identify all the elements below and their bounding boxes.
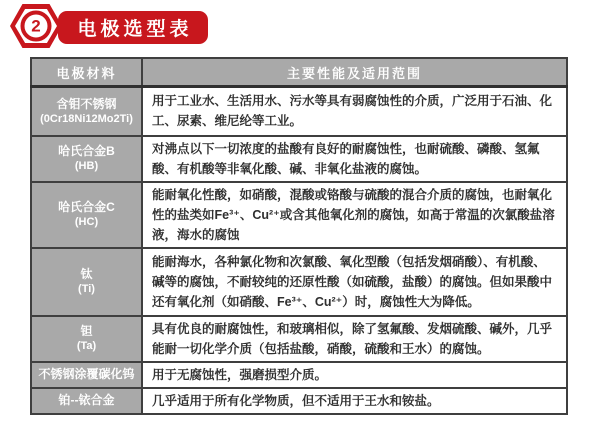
section-title: 电极选型表: [77, 19, 193, 40]
section-number-badge: [10, 4, 62, 48]
badge-number: 2: [21, 11, 52, 42]
material-code: (0Cr18Ni12Mo2Ti): [40, 112, 133, 125]
table-header-row: [31, 58, 567, 87]
table-row: [31, 362, 567, 388]
material-cell: [31, 316, 142, 362]
table-row: [31, 248, 567, 316]
material-name: 哈氏合金B: [58, 143, 115, 158]
material-cell: [31, 87, 142, 136]
description-cell: 能耐氧化性酸，如硝酸，混酸或铬酸与硫酸的混合介质的腐蚀，也耐氧化性的盐类如Fe³⁺、Cu²⁺或含其他氧化剂的腐蚀，如高于常温的次氯酸盐溶液，海水的腐蚀: [142, 182, 567, 248]
description-cell: 对沸点以下一切浓度的盐酸有良好的耐腐蚀性，也耐硫酸、磷酸、氢氟酸、有机酸等非氧化酸、碱、非氧化盐液的腐蚀。: [142, 136, 567, 182]
description-cell: 能耐海水，各种氯化物和次氯酸、氧化型酸（包括发烟硝酸）、有机酸、碱等的腐蚀，不耐较纯的还原性酸（如硫酸，盐酸）的腐蚀。但如果酸中还有氧化剂（如硝酸、Fe³⁺、Cu²⁺）时，腐蚀性大为降低。: [142, 248, 567, 316]
description-cell: 用于无腐蚀性，强磨损型介质。: [142, 362, 567, 388]
description-cell: 具有优良的耐腐蚀性，和玻璃相似，除了氢氟酸、发烟硫酸、碱外，几乎能耐一切化学介质（包括盐酸，硝酸，硫酸和王水）的腐蚀。: [142, 316, 567, 362]
material-code: (Ta): [76, 340, 97, 353]
section-title-banner: [58, 11, 208, 44]
material-name: 含钼不锈钢: [56, 96, 117, 111]
material-code: (HB): [74, 160, 99, 173]
table-row: [31, 87, 567, 136]
table-row: [31, 388, 567, 414]
material-code: (Ti): [78, 283, 95, 296]
material-cell: [31, 388, 142, 414]
material-cell: [31, 248, 142, 316]
material-name: 不锈钢涂覆碳化钨: [38, 367, 135, 382]
material-cell: [31, 362, 142, 388]
material-name: 铂--铱合金: [58, 393, 115, 408]
description-cell: 几乎适用于所有化学物质，但不适用于王水和铵盐。: [142, 388, 567, 414]
material-code: (HC): [74, 216, 99, 229]
column-header-performance: 主要性能及适用范围: [142, 58, 567, 87]
description-cell: 用于工业水、生活用水、污水等具有弱腐蚀性的介质，广泛用于石油、化工、尿素、维尼纶等工业。: [142, 87, 567, 136]
table-row: [31, 316, 567, 362]
material-name: 钽: [80, 323, 93, 338]
material-cell: [31, 182, 142, 248]
material-name: 钛: [80, 266, 93, 281]
table-row: [31, 182, 567, 248]
table-row: [31, 136, 567, 182]
material-name: 哈氏合金C: [58, 199, 115, 214]
electrode-selection-table: [30, 57, 568, 415]
material-cell: [31, 136, 142, 182]
column-header-material: 电极材料: [31, 58, 142, 87]
